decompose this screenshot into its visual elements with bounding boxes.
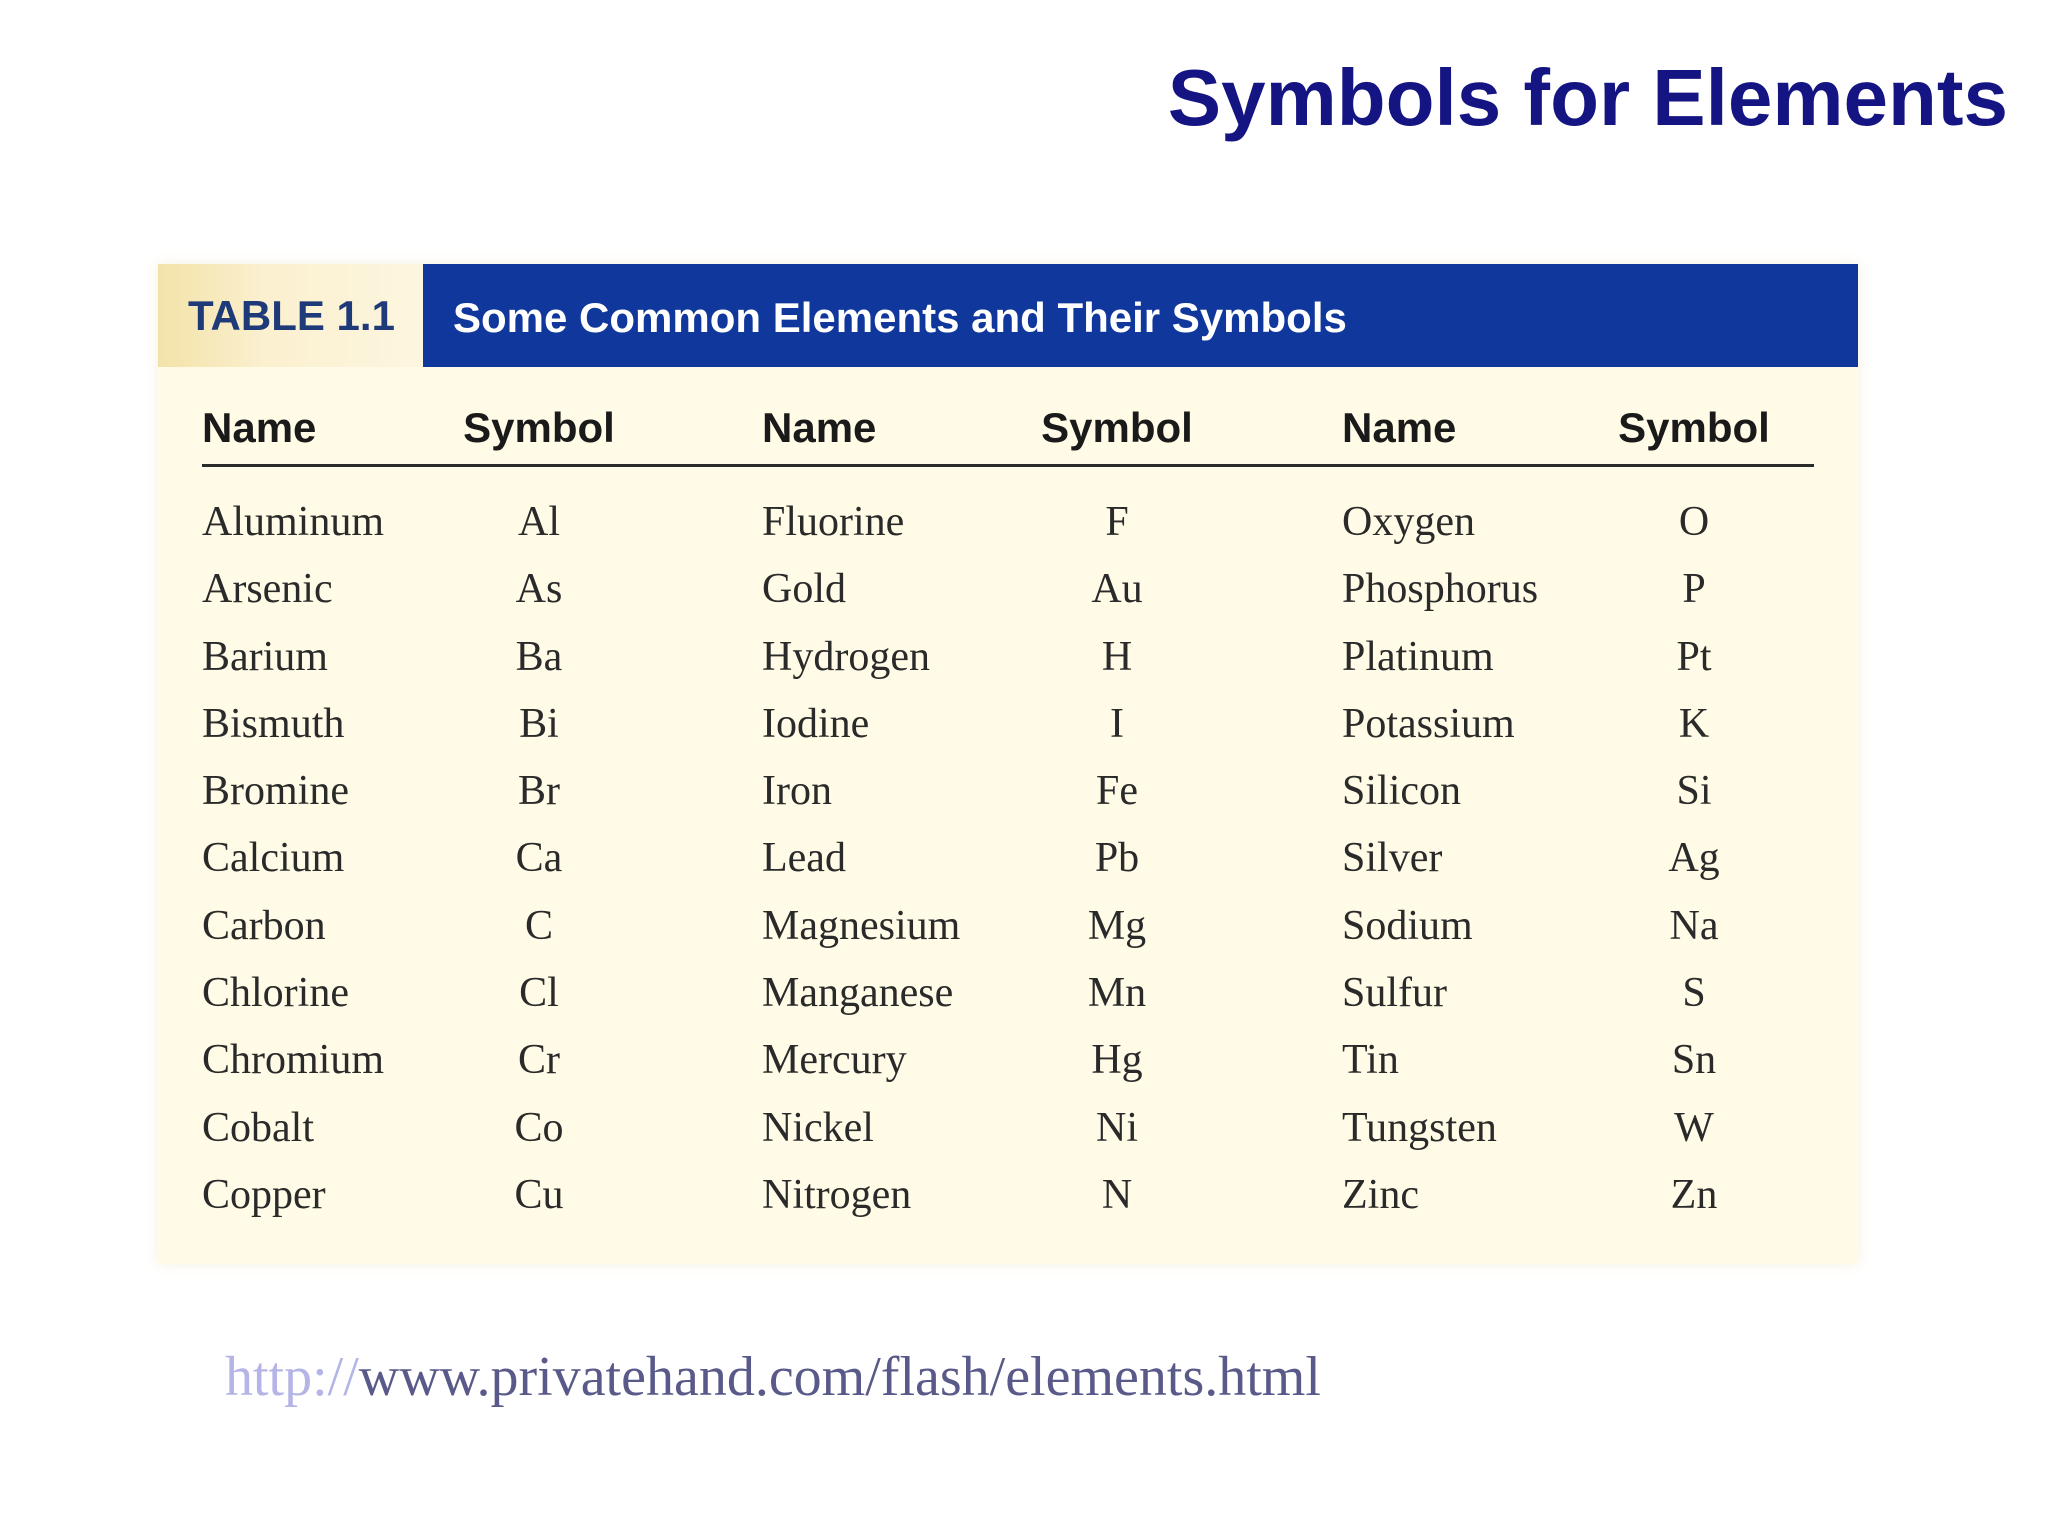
header-divider bbox=[202, 464, 1814, 467]
element-symbol: Bi bbox=[519, 700, 559, 747]
element-name: Oxygen bbox=[1342, 499, 1475, 545]
element-symbol: S bbox=[1682, 970, 1706, 1017]
table-row bbox=[202, 767, 1814, 834]
table-row bbox=[202, 969, 1814, 1036]
element-symbol: P bbox=[1682, 566, 1706, 613]
element-name: Calcium bbox=[202, 835, 345, 882]
element-name: Tungsten bbox=[1342, 1104, 1497, 1151]
element-name: Arsenic bbox=[202, 566, 333, 613]
column-header-name: Name bbox=[202, 404, 317, 451]
element-name: Lead bbox=[762, 835, 846, 882]
element-symbol: Ca bbox=[515, 835, 563, 882]
element-symbol: N bbox=[1101, 1171, 1133, 1218]
table-row bbox=[202, 1104, 1814, 1171]
element-symbol: Pt bbox=[1676, 633, 1712, 680]
element-name: Aluminum bbox=[202, 499, 385, 545]
element-symbol: Al bbox=[518, 499, 560, 545]
element-name: Platinum bbox=[1342, 633, 1494, 680]
element-symbol: Au bbox=[1091, 566, 1143, 613]
column-header-name: Name bbox=[1342, 404, 1457, 451]
element-name: Copper bbox=[202, 1171, 326, 1218]
element-name: Hydrogen bbox=[762, 633, 930, 680]
element-name: Zinc bbox=[1342, 1171, 1419, 1218]
table-row bbox=[202, 700, 1814, 767]
table-row bbox=[202, 565, 1814, 632]
table-number: TABLE 1.1 bbox=[188, 292, 395, 339]
table-row bbox=[202, 1171, 1814, 1238]
element-name: Sulfur bbox=[1342, 970, 1447, 1017]
element-symbol: As bbox=[515, 566, 563, 613]
element-symbol: Cl bbox=[519, 970, 559, 1017]
element-symbol: Hg bbox=[1091, 1037, 1143, 1084]
element-symbol: Ni bbox=[1096, 1104, 1138, 1151]
table-body bbox=[202, 498, 1814, 1238]
table-header bbox=[158, 264, 1858, 367]
element-name: Fluorine bbox=[762, 499, 905, 545]
element-name: Carbon bbox=[202, 902, 326, 949]
column-header-symbol: Symbol bbox=[463, 404, 615, 451]
table-row bbox=[202, 498, 1814, 565]
element-symbol: O bbox=[1678, 499, 1710, 545]
element-name: Chlorine bbox=[202, 970, 349, 1017]
element-symbol: Ba bbox=[515, 633, 563, 680]
element-name: Phosphorus bbox=[1342, 566, 1539, 613]
table-row bbox=[202, 633, 1814, 700]
element-symbol: Sn bbox=[1671, 1037, 1717, 1084]
column-header-symbol: Symbol bbox=[1041, 404, 1193, 451]
element-symbol: Na bbox=[1669, 902, 1719, 949]
column-header-symbol: Symbol bbox=[1618, 404, 1770, 451]
element-name: Bismuth bbox=[202, 700, 345, 747]
element-name: Chromium bbox=[202, 1037, 385, 1084]
element-symbol: C bbox=[524, 902, 553, 949]
element-symbol: Ag bbox=[1668, 835, 1720, 882]
element-symbol: W bbox=[1674, 1104, 1714, 1151]
element-name: Magnesium bbox=[762, 902, 961, 949]
source-link-protocol: http:// bbox=[225, 1346, 359, 1408]
element-symbol: Mn bbox=[1087, 970, 1147, 1017]
element-name: Sodium bbox=[1342, 902, 1473, 949]
element-name: Silicon bbox=[1342, 768, 1462, 815]
source-link[interactable] bbox=[225, 1345, 1321, 1409]
element-name: Iron bbox=[762, 768, 832, 815]
element-symbol: Zn bbox=[1670, 1171, 1718, 1218]
element-name: Nitrogen bbox=[762, 1171, 912, 1218]
element-name: Manganese bbox=[762, 970, 954, 1017]
element-name: Tin bbox=[1342, 1037, 1399, 1084]
element-symbol: H bbox=[1101, 633, 1133, 680]
element-name: Potassium bbox=[1342, 700, 1515, 747]
element-name: Barium bbox=[202, 633, 328, 680]
element-name: Silver bbox=[1342, 835, 1443, 882]
element-name: Mercury bbox=[762, 1037, 907, 1084]
table-caption: Some Common Elements and Their Symbols bbox=[453, 294, 1347, 341]
table-number-box bbox=[158, 264, 423, 367]
element-symbol: Br bbox=[518, 768, 560, 815]
element-symbol: Fe bbox=[1096, 768, 1138, 815]
element-symbol: F bbox=[1105, 499, 1129, 545]
table-row bbox=[202, 834, 1814, 901]
table-caption-bar bbox=[423, 264, 1858, 367]
table-row bbox=[202, 902, 1814, 969]
element-symbol: I bbox=[1110, 700, 1124, 747]
element-symbol: Mg bbox=[1087, 902, 1147, 949]
source-link-path: www.privatehand.com/flash/elements.html bbox=[358, 1346, 1321, 1408]
element-symbol: Si bbox=[1676, 768, 1712, 815]
column-headers bbox=[202, 404, 1814, 464]
slide-title: Symbols for Elements bbox=[1167, 53, 2008, 142]
element-name: Nickel bbox=[762, 1104, 874, 1151]
element-symbol: Pb bbox=[1094, 835, 1140, 882]
element-name: Bromine bbox=[202, 768, 349, 815]
element-symbol: Co bbox=[514, 1104, 564, 1151]
table-row bbox=[202, 1036, 1814, 1103]
element-name: Gold bbox=[762, 566, 846, 613]
column-header-name: Name bbox=[762, 404, 877, 451]
element-symbol: K bbox=[1678, 700, 1710, 747]
element-symbol: Cu bbox=[514, 1171, 564, 1218]
element-name: Iodine bbox=[762, 700, 870, 747]
elements-table bbox=[158, 264, 1858, 1264]
element-symbol: Cr bbox=[518, 1037, 560, 1084]
element-name: Cobalt bbox=[202, 1104, 314, 1151]
